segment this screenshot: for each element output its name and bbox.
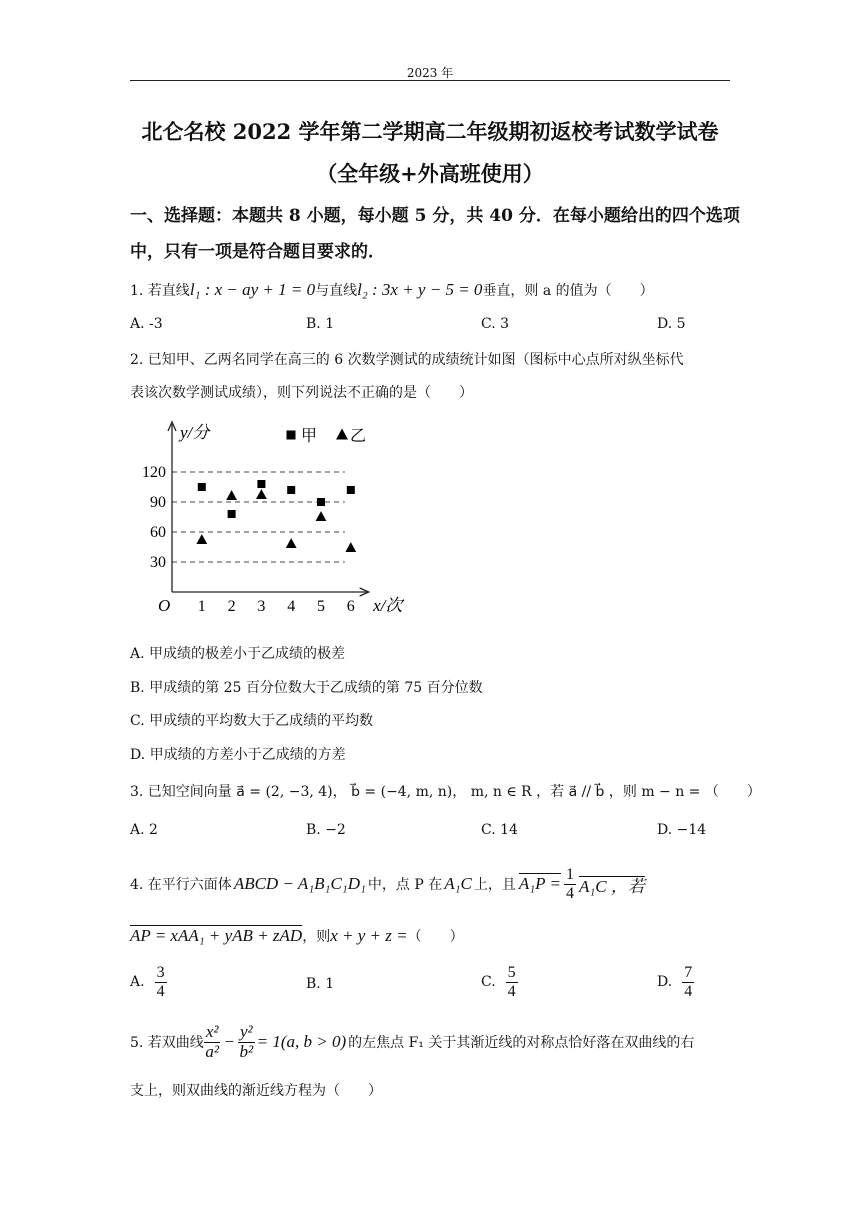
q4-text-a: 4. 在平行六面体 [130, 877, 232, 893]
point-jia-5 [317, 498, 325, 506]
q5-den-b: b² [239, 1041, 254, 1061]
q5-frac-y [238, 1023, 255, 1061]
q4-option-d-num: 7 [684, 964, 693, 981]
q4-option-c-label: C. [481, 974, 496, 991]
q4-solid-name: ABCD − A₁B₁C₁D₁ [233, 874, 366, 893]
question-5-line1 [130, 1018, 694, 1066]
section-heading-line2: 中，只有一项是符合题目要求的． [130, 242, 385, 262]
point-yi-5 [316, 511, 327, 521]
q2-option-d: D. 甲成绩的方差小于乙成绩的方差 [130, 747, 346, 763]
y-axis-label: y/分 [180, 423, 210, 442]
q4-option-c-den: 4 [507, 982, 516, 1000]
x-tick-label-6: 6 [346, 598, 355, 615]
score-scatter-chart [138, 418, 428, 618]
y-tick-label-60: 60 [150, 524, 166, 541]
q4-option-a-num: 3 [156, 964, 165, 981]
x-tick-label-2: 2 [227, 598, 236, 615]
q4-segment: A₁C [444, 874, 472, 893]
q4-option-a-den: 4 [156, 982, 165, 1000]
q4-vector-equation: AP = xAA₁ + yAB + zAD [130, 926, 303, 945]
q4-text-e: 上，且 [473, 877, 516, 893]
question-5-line2: 支上，则双曲线的渐近线方程为（ ） [130, 1083, 382, 1099]
q1-option-c: C. 3 [481, 316, 510, 332]
legend-label-jia: 甲 [301, 428, 318, 445]
q5-frac-x [204, 1023, 221, 1061]
q1-option-a: A. -3 [130, 316, 163, 332]
q4-frac-num: 1 [565, 865, 574, 883]
q3-option-d: D. −14 [657, 822, 707, 838]
legend-marker-yi [336, 429, 348, 440]
q4-vector-a1p: A₁P = [518, 874, 561, 893]
point-yi-6 [345, 542, 356, 552]
q4-option-d-label: D. [657, 974, 673, 991]
chart-axes [168, 422, 369, 596]
origin-label: O [158, 596, 171, 615]
q1-line1-equation: l₁ : x − ay + 1 = 0 [189, 280, 316, 299]
question-1 [130, 280, 654, 300]
q2-option-b: B. 甲成绩的第 25 百分位数大于乙成绩的第 75 百分位数 [130, 680, 483, 696]
chart-tick-labels [142, 423, 405, 615]
header-rule [130, 80, 730, 81]
question-2-line2: 表该次数学测试成绩），则下列说法不正确的是（ ） [130, 385, 473, 401]
y-tick-label-120: 120 [142, 464, 166, 481]
q5-den-a: a² [205, 1041, 219, 1061]
x-axis-label: x/次 [373, 596, 403, 615]
q3-option-a: A. 2 [130, 822, 158, 838]
point-jia-1 [198, 483, 206, 491]
q4-option-d [657, 964, 694, 1000]
q4-text-then: ，则 [302, 929, 331, 945]
q4-fraction [564, 866, 576, 902]
point-jia-2 [228, 510, 236, 518]
q2-option-a: A. 甲成绩的极差小于乙成绩的极差 [130, 646, 346, 662]
q5-minus: − [223, 1032, 235, 1051]
q5-num-x: x² [205, 1021, 219, 1041]
page-header-year: 2023 年 [406, 66, 454, 80]
q3-option-c: C. 14 [481, 822, 518, 838]
chart-legend [287, 427, 367, 445]
q4-option-c-num: 5 [507, 964, 516, 981]
q4-blank: （ ） [407, 929, 464, 945]
q4-option-a-frac [155, 964, 167, 1000]
question-3: 3. 已知空间向量 a⃗ = (2, −3, 4)， b⃗ = (−4, m, n)， m, n ∈ R ，若 a⃗ // b⃗ ，则 m − n = （ ） [130, 784, 761, 800]
q5-num-y: y² [239, 1021, 253, 1041]
exam-title: 北仑名校 2022 学年第二学期高二年级期初返校考试数学试卷 [141, 119, 719, 144]
x-tick-label-3: 3 [257, 598, 266, 615]
q4-text-c: 中，点 P 在 [367, 877, 443, 893]
point-yi-2 [226, 490, 237, 500]
q1-option-d: D. 5 [657, 316, 686, 332]
point-yi-1 [196, 534, 207, 544]
chart-points [196, 480, 356, 552]
q1-suffix: 垂直，则 a 的值为（ ） [482, 283, 654, 299]
question-2-line1: 2. 已知甲、乙两名同学在高三的 6 次数学测试的成绩统计如图（图标中心点所对纵坐标代 [130, 352, 684, 368]
x-tick-label-4: 4 [287, 598, 296, 615]
q5-prefix: 5. 若双曲线 [130, 1035, 204, 1051]
section-heading-line1: 一、选择题：本题共 8 小题，每小题 5 分，共 40 分．在每小题给出的四个选项 [130, 206, 740, 226]
point-jia-4 [287, 486, 295, 494]
point-yi-4 [286, 538, 297, 548]
q4-frac-den: 4 [565, 884, 574, 902]
legend-marker-jia [287, 431, 296, 440]
q4-option-d-den: 4 [684, 982, 693, 1000]
q4-sum-expression: x + y + z = [330, 926, 408, 945]
exam-subtitle: （全年级+外高班使用） [316, 161, 544, 186]
q2-option-c: C. 甲成绩的平均数大于乙成绩的平均数 [130, 713, 374, 729]
point-jia-6 [347, 486, 355, 494]
q5-suffix: 的左焦点 F₁ 关于其渐近线的对称点恰好落在双曲线的右 [348, 1035, 695, 1051]
x-tick-label-5: 5 [317, 598, 325, 615]
q1-prefix: 1. 若直线 [130, 283, 190, 299]
q1-line2-equation: l₂ : 3x + y − 5 = 0 [357, 280, 483, 299]
point-yi-3 [256, 489, 267, 499]
q4-option-c [481, 964, 518, 1000]
q3-option-b: B. −2 [306, 822, 346, 838]
q4-vector-a1c: A₁C ，若 [578, 876, 645, 896]
question-4-line1 [130, 860, 645, 908]
x-tick-label-1: 1 [197, 598, 206, 615]
y-tick-label-30: 30 [150, 554, 166, 571]
q4-option-b: B. 1 [306, 976, 335, 992]
q4-option-a [130, 964, 167, 1000]
q4-option-c-frac [506, 964, 518, 1000]
q1-option-b: B. 1 [306, 316, 335, 332]
q4-option-d-frac [682, 964, 694, 1000]
q4-option-a-label: A. [130, 974, 145, 991]
y-tick-label-90: 90 [150, 494, 166, 511]
legend-label-yi: 乙 [350, 428, 367, 445]
point-jia-3 [257, 480, 265, 488]
q1-mid: 与直线 [315, 283, 358, 299]
question-4-line2 [130, 926, 464, 946]
q5-equation-rhs: = 1(a, b > 0) [256, 1032, 347, 1051]
